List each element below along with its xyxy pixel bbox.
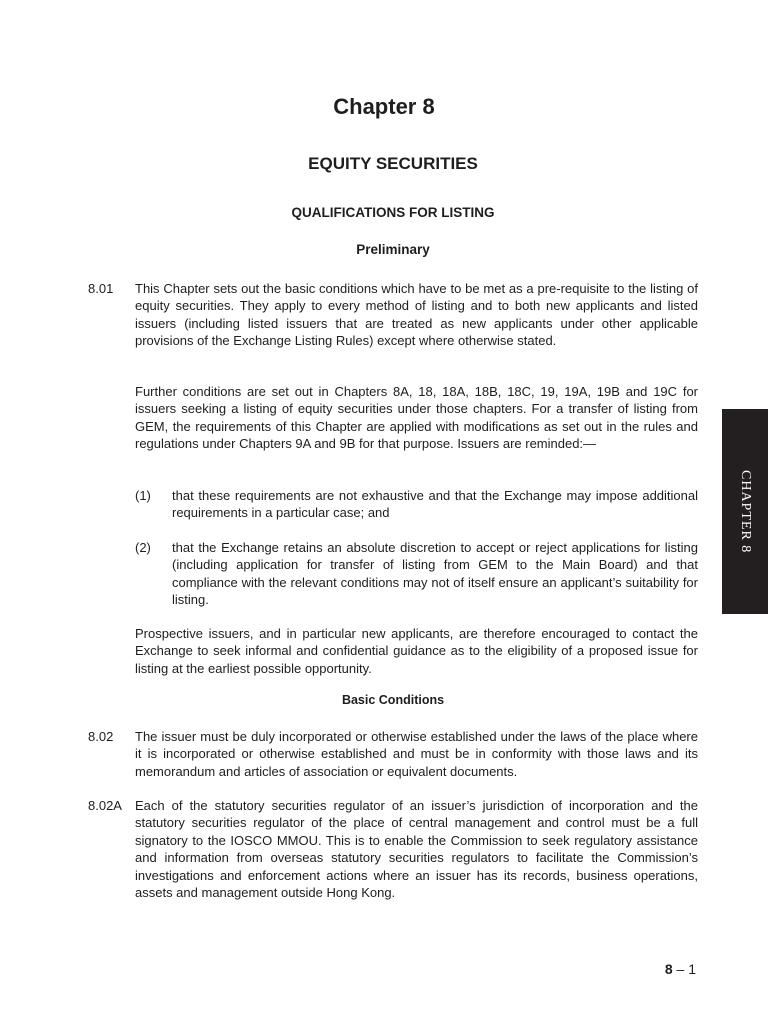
rule-8-02-text: The issuer must be duly incorporated or otherwise established under the laws of the place where it is incorporated or otherwise established and must be in conformity with those laws and its memorandum and articles of association or equivalent documents.	[135, 729, 698, 779]
chapter-side-tab	[722, 409, 768, 614]
chapter-side-tab-label: CHAPTER 8	[738, 469, 753, 554]
rule-8-01-paragraph-2: Further conditions are set out in Chapters 8A, 18, 18A, 18B, 18C, 19, 19A, 19B and 19C for issuers seeking a listing of equity securities under those chapters. For a transfer of listing from GEM, the requirements of this Chapter are applied with modifications as set out in the rules and regulations under Chapters 9A and 9B for that purpose. Issuers are reminded:—	[135, 384, 698, 452]
list-item-1: that these requirements are not exhaustive and that the Exchange may impose additional requirements in a particular case; and	[172, 488, 698, 521]
rule-number-8-02: 8.02	[88, 729, 114, 744]
chapter-title: Chapter 8	[333, 94, 435, 119]
section-heading-basic-conditions: Basic Conditions	[341, 693, 445, 707]
section-subheading: QUALIFICATIONS FOR LISTING	[291, 205, 495, 220]
list-marker-2: (2)	[135, 540, 151, 555]
page-number-page: 1	[688, 961, 696, 977]
page-number-chapter: 8	[664, 961, 673, 977]
page-number-separator: –	[676, 961, 685, 977]
rule-number-8-01: 8.01	[88, 281, 114, 296]
rule-number-8-02a: 8.02A	[88, 798, 122, 813]
list-marker-1: (1)	[135, 488, 151, 503]
rule-8-01-paragraph-3: Prospective issuers, and in particular new applicants, are therefore encouraged to contact the Exchange to seek informal and confidential guidance as to the eligibility of a proposed issue for listing at the earliest possible opportunity.	[135, 626, 698, 676]
section-heading-preliminary: Preliminary	[356, 242, 430, 257]
rule-8-02a-text: Each of the statutory securities regulator of an issuer’s jurisdiction of incorporation and the statutory securities regulator of the place of central management and control must be a full signatory to the IOSCO MMOU. This is to enable the Commission to seek regulatory assistance and information from overseas statutory securities regulators to facilitate the Commission’s investigations and enforcement actions where an issuer has its records, business operations, assets and management outside Hong Kong.	[135, 798, 698, 901]
page-number	[665, 961, 696, 977]
list-item-2: that the Exchange retains an absolute discretion to accept or reject applications for listing (including application for transfer of listing from GEM to the Main Board) and that compliance with the relevant conditions may not of itself ensure an applicant’s suitability for listing.	[172, 540, 698, 608]
chapter-heading: EQUITY SECURITIES	[308, 154, 478, 173]
rule-8-01-paragraph-1: This Chapter sets out the basic conditions which have to be met as a pre-requisite to the listing of equity securities. They apply to every method of listing and to both new applicants and listed issuers (including listed issuers that are treated as new applicants under other applicable provisions of the Exchange Listing Rules) except where otherwise stated.	[135, 281, 698, 349]
